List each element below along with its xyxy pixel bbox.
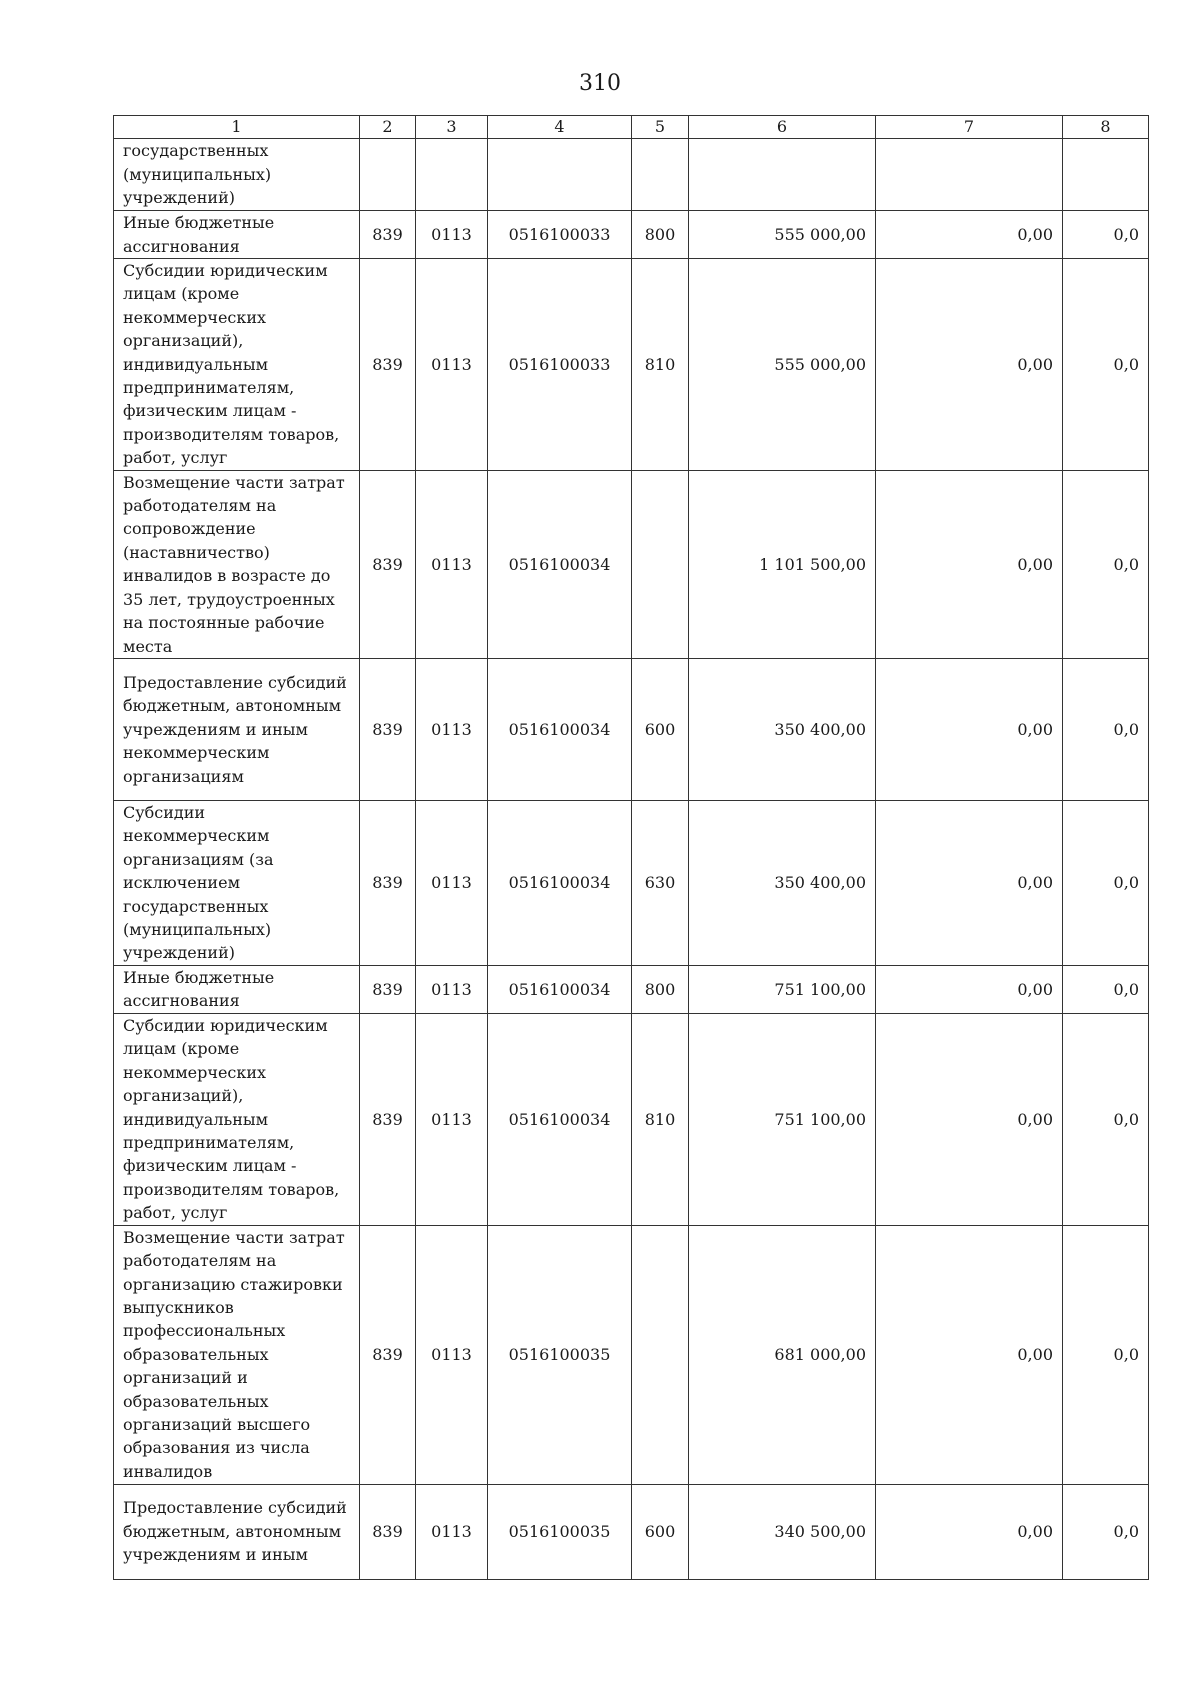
section-cell: 0113 <box>416 259 488 471</box>
column-header: 4 <box>488 116 632 139</box>
glava-cell: 839 <box>360 1013 416 1225</box>
table-header-row <box>114 116 1149 139</box>
expense-type-cell: 800 <box>632 965 689 1013</box>
row-name-cell: Иные бюджетные ассигнования <box>114 211 360 259</box>
expense-type-cell: 800 <box>632 211 689 259</box>
percent-cell: 0,0 <box>1063 1225 1149 1484</box>
row-name-cell: Предоставление субсидий бюджетным, автономным учреждениям и иным некоммерческим организациям <box>114 658 360 800</box>
expense-type-cell: 600 <box>632 1484 689 1579</box>
amount-cell-2: 0,00 <box>876 800 1063 965</box>
amount-cell: 350 400,00 <box>689 800 876 965</box>
target-article-cell <box>488 139 632 211</box>
amount-cell: 751 100,00 <box>689 965 876 1013</box>
amount-cell-2: 0,00 <box>876 1225 1063 1484</box>
target-article-cell: 0516100035 <box>488 1484 632 1579</box>
amount-cell: 555 000,00 <box>689 211 876 259</box>
amount-cell: 1 101 500,00 <box>689 470 876 658</box>
target-article-cell: 0516100034 <box>488 1013 632 1225</box>
row-name-cell: государственных (муниципальных) учреждений) <box>114 139 360 211</box>
section-cell: 0113 <box>416 1013 488 1225</box>
amount-cell-2: 0,00 <box>876 211 1063 259</box>
glava-cell: 839 <box>360 1484 416 1579</box>
glava-cell: 839 <box>360 800 416 965</box>
table-row <box>114 211 1149 259</box>
expense-type-cell <box>632 139 689 211</box>
percent-cell: 0,0 <box>1063 1484 1149 1579</box>
amount-cell-2 <box>876 139 1063 211</box>
percent-cell: 0,0 <box>1063 259 1149 471</box>
expense-type-cell: 810 <box>632 259 689 471</box>
percent-cell: 0,0 <box>1063 211 1149 259</box>
target-article-cell: 0516100035 <box>488 1225 632 1484</box>
percent-cell: 0,0 <box>1063 658 1149 800</box>
column-header: 2 <box>360 116 416 139</box>
page-number: 310 <box>579 71 621 96</box>
amount-cell-2: 0,00 <box>876 470 1063 658</box>
target-article-cell: 0516100034 <box>488 470 632 658</box>
section-cell: 0113 <box>416 1225 488 1484</box>
glava-cell: 839 <box>360 1225 416 1484</box>
amount-cell: 340 500,00 <box>689 1484 876 1579</box>
column-header: 3 <box>416 116 488 139</box>
section-cell: 0113 <box>416 800 488 965</box>
table-row <box>114 1225 1149 1484</box>
percent-cell: 0,0 <box>1063 965 1149 1013</box>
row-name-cell: Субсидии юридическим лицам (кроме некоммерческих организаций), индивидуальным предпринимателям, физическим лицам - производителям товаров, работ, услуг <box>114 1013 360 1225</box>
expense-type-cell <box>632 1225 689 1484</box>
table-row <box>114 658 1149 800</box>
expense-type-cell: 810 <box>632 1013 689 1225</box>
amount-cell: 555 000,00 <box>689 259 876 471</box>
budget-table <box>113 115 1149 1580</box>
glava-cell: 839 <box>360 259 416 471</box>
section-cell: 0113 <box>416 1484 488 1579</box>
percent-cell: 0,0 <box>1063 470 1149 658</box>
amount-cell: 681 000,00 <box>689 1225 876 1484</box>
table-row <box>114 259 1149 471</box>
glava-cell: 839 <box>360 470 416 658</box>
table-row <box>114 1484 1149 1579</box>
expense-type-cell: 600 <box>632 658 689 800</box>
column-header: 6 <box>689 116 876 139</box>
percent-cell <box>1063 139 1149 211</box>
expense-type-cell <box>632 470 689 658</box>
target-article-cell: 0516100033 <box>488 259 632 471</box>
target-article-cell: 0516100034 <box>488 658 632 800</box>
amount-cell-2: 0,00 <box>876 1013 1063 1225</box>
table-row <box>114 965 1149 1013</box>
section-cell: 0113 <box>416 470 488 658</box>
row-name-cell: Субсидии некоммерческим организациям (за исключением государственных (муниципальных) учреждений) <box>114 800 360 965</box>
glava-cell: 839 <box>360 211 416 259</box>
glava-cell <box>360 139 416 211</box>
column-header: 1 <box>114 116 360 139</box>
amount-cell: 751 100,00 <box>689 1013 876 1225</box>
target-article-cell: 0516100034 <box>488 800 632 965</box>
glava-cell: 839 <box>360 965 416 1013</box>
table-row <box>114 1013 1149 1225</box>
amount-cell-2: 0,00 <box>876 259 1063 471</box>
percent-cell: 0,0 <box>1063 800 1149 965</box>
target-article-cell: 0516100034 <box>488 965 632 1013</box>
target-article-cell: 0516100033 <box>488 211 632 259</box>
amount-cell-2: 0,00 <box>876 965 1063 1013</box>
amount-cell-2: 0,00 <box>876 658 1063 800</box>
expense-type-cell: 630 <box>632 800 689 965</box>
table-row <box>114 800 1149 965</box>
row-name-cell: Иные бюджетные ассигнования <box>114 965 360 1013</box>
column-header: 5 <box>632 116 689 139</box>
table-row <box>114 139 1149 211</box>
row-name-cell: Возмещение части затрат работодателям на сопровождение (наставничество) инвалидов в возрасте до 35 лет, трудоустроенных на постоянные рабочие места <box>114 470 360 658</box>
amount-cell-2: 0,00 <box>876 1484 1063 1579</box>
row-name-cell: Возмещение части затрат работодателям на организацию стажировки выпускников профессиональных образовательных организаций и образовательных организаций высшего образования из числа инвалидов <box>114 1225 360 1484</box>
row-name-cell: Предоставление субсидий бюджетным, автономным учреждениям и иным <box>114 1484 360 1579</box>
section-cell: 0113 <box>416 965 488 1013</box>
glava-cell: 839 <box>360 658 416 800</box>
section-cell: 0113 <box>416 658 488 800</box>
section-cell <box>416 139 488 211</box>
amount-cell: 350 400,00 <box>689 658 876 800</box>
column-header: 8 <box>1063 116 1149 139</box>
row-name-cell: Субсидии юридическим лицам (кроме некоммерческих организаций), индивидуальным предпринимателям, физическим лицам - производителям товаров, работ, услуг <box>114 259 360 471</box>
table-row <box>114 470 1149 658</box>
amount-cell <box>689 139 876 211</box>
section-cell: 0113 <box>416 211 488 259</box>
column-header: 7 <box>876 116 1063 139</box>
percent-cell: 0,0 <box>1063 1013 1149 1225</box>
